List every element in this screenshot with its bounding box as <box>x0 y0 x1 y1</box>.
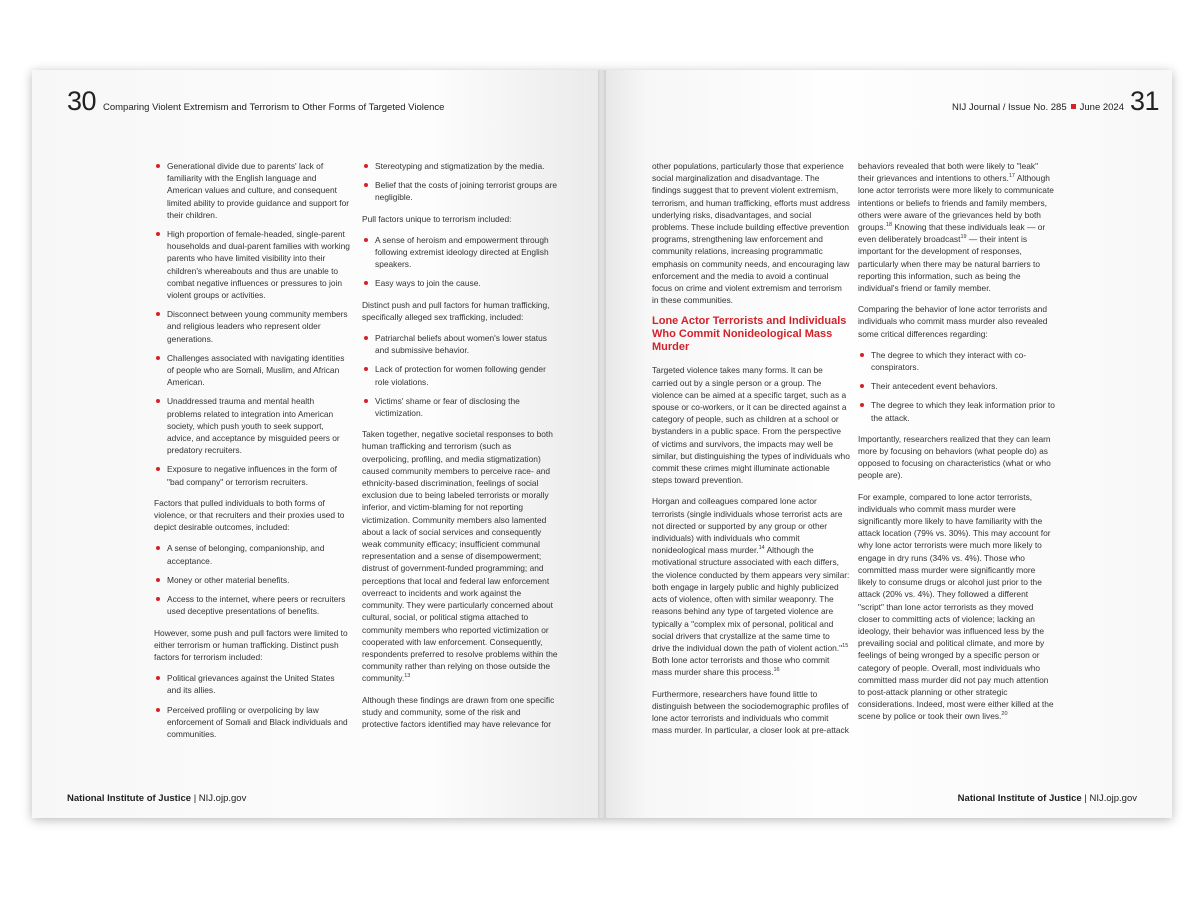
right-column-2 <box>858 160 1056 732</box>
paragraph: Factors that pulled individuals to both forms of violence, or that recruiters and their proxies used to depict desirable outcomes, included: <box>154 497 345 533</box>
bullet-icon <box>156 399 160 403</box>
list-item: Perceived profiling or overpolicing by law enforcement of Somali and Black individuals and communities. <box>154 704 350 741</box>
paragraph: For example, compared to lone actor terrorists, individuals who commit mass murder were significantly more likely to have familiarity with the attack location (79% vs. 30%). This may account for why lone actor terrorists were much more likely to engage in dry runs (34% vs. 4%). Those who committed mass murder were significantly more likely to consume drugs or alcohol just prior to the attack (20% vs. 4%). They followed a different "script" than lone actor terrorists as they moved closer to committing acts of violence; lacking an ideology, their behavior was influenced less by the prevailing social and political climate, and more by feelings of being wronged by a specific person or category of people. Overall, most individuals who committed mass murder did not pay much attention to post-attack planning or other strategic considerations. Indeed, most were either killed at the scene by police or took their own lives.$^{20}$ <box>858 491 1054 722</box>
paragraph: other populations, particularly those that experience social marginalization and disadvantage. The findings suggest that to prevent violent extremism, terrorism, and human trafficking, efforts must address underlying risks, disadvantages, and social problems. These include building effective prevention programs, strengthening law enforcement and community relations, increasing programmatic emphasis on community needs, and encouraging law enforcement and the media to avoid a continual focus on crime and violent extremism and terrorism in these communities. <box>652 161 850 306</box>
paragraph: Horgan and colleagues compared lone actor terrorists (single individuals whose terrorist acts are not directed or supported by any group or other individuals) with individuals who commit nonideological mass murder.$^{14}$ Although the motivational structure associated with each differs, the violence conducted by them appears very similar: both engage in largely public and highly publicized acts of violence, often with similar weaponry. The reasons behind any type of targeted violence are typically a "complex mix of personal, political and social drivers that crystallize at the same time to drive the individual down the path of violent action."$^{15}$ Both lone actor terrorists and those who commit mass murder share this process.$^{16}$ <box>652 496 850 678</box>
list-item: Unaddressed trauma and mental health problems related to integration into American society, which push youth to seek support, advice, and acceptance by misguided peers or predatory recruiters. <box>154 395 350 456</box>
bullet-icon <box>156 232 160 236</box>
bullet-icon <box>156 578 160 582</box>
paragraph: Taken together, negative societal responses to both human trafficking and terrorism (such as overpolicing, profiling, and media stigmatization) caused community members to perceive race- and ethnicity-based discrimination, feelings of social exclusion due to being labeled terrorists or morally inferior, and victim-blaming for not reporting victimization. Community members also lamented about a lack of social services and consequently weak community efficacy; insufficient communal representation and a sense of disempowerment; distrust of government-funded programming; and perceptions that local and federal law enforcement overreact to incidents and work against the community. They were particularly concerned about cultural, social, or political stigma attached to community members who reported victimization or cooperated with law enforcement. Consequently, respondents preferred to resolve problems within the community rather than relying on those outside the community.$^{13}$ <box>362 429 558 684</box>
list-item: Generational divide due to parents' lack of familiarity with the English language and American values and culture, and consequent limited ability to provide guidance and support for their children. <box>154 160 350 221</box>
list-item: Money or other material benefits. <box>154 574 350 586</box>
bullet-list <box>362 332 558 419</box>
paragraph: Importantly, researchers realized that they can learn more by focusing on behaviors (what people do) as opposed to focusing on characteristics (what or who people are). <box>858 433 1051 481</box>
list-item: Easy ways to join the cause. <box>362 277 558 289</box>
footnote-ref: 19 <box>960 234 967 241</box>
bullet-list <box>154 160 350 488</box>
left-footer: National Institute of Justice | NIJ.ojp.gov <box>67 793 247 804</box>
bullet-list <box>154 542 350 617</box>
bullet-icon <box>156 356 160 360</box>
list-item: Access to the internet, where peers or recruiters used deceptive presentations of benefits. <box>154 593 350 617</box>
right-footer: National Institute of Justice | NIJ.ojp.gov <box>957 793 1137 804</box>
right-running-head: NIJ Journal / Issue No. 285 June 2024 <box>952 102 1124 113</box>
bullet-icon <box>860 384 864 388</box>
list-item: Stereotyping and stigmatization by the media. <box>362 160 558 172</box>
list-item: Patriarchal beliefs about women's lower status and submissive behavior. <box>362 332 558 356</box>
footnote-ref: 20 <box>1001 711 1008 718</box>
list-item: A sense of heroism and empowerment through following extremist ideology directed at English speakers. <box>362 234 558 271</box>
paragraph: behaviors revealed that both were likely to "leak" their grievances and intentions to others.$^{17}$ Although lone actor terrorists were more likely to communicate intentions or beliefs to friends and family members, others were aware of the grievances held by both groups.$^{18}$ Knowing that these individuals leak — or even deliberately broadcast$^{19}$ — their intent is important for the development of responses, particularly when there may be natural barriers to reporting this information, such as being the individual's friend or family member. <box>858 161 1054 294</box>
separator-square-icon <box>1071 104 1076 109</box>
paragraph: Distinct push and pull factors for human trafficking, specifically alleged sex trafficking, included: <box>362 299 550 322</box>
bullet-list <box>362 234 558 290</box>
magazine-spread <box>32 70 1172 818</box>
list-item: Political grievances against the United States and its allies. <box>154 672 350 696</box>
bullet-icon <box>156 546 160 550</box>
list-item: Victims' shame or fear of disclosing the victimization. <box>362 395 558 419</box>
list-item: Their antecedent event behaviors. <box>858 380 1056 392</box>
list-item: Challenges associated with navigating identities of people who are Somali, Muslim, and African American. <box>154 352 350 389</box>
list-item: Lack of protection for women following gender role violations. <box>362 363 558 387</box>
paragraph: Targeted violence takes many forms. It can be carried out by a single person or a group. The violence can be aimed at a specific target, such as a spouse or co-workers, or it can be directed against a category of people, such as children at a school or bystanders in a public space. From the perspective of victims and survivors, the impacts may well be similar, but distinguishing the types of individuals who commit these crimes might illuminate actionable steps toward prevention. <box>652 365 850 486</box>
left-running-head: Comparing Violent Extremism and Terrorism to Other Forms of Targeted Violence <box>103 102 445 113</box>
bullet-icon <box>364 183 368 187</box>
bullet-list <box>362 160 558 204</box>
paragraph: Comparing the behavior of lone actor terrorists and individuals who commit mass murder also revealed some critical differences regarding: <box>858 304 1048 339</box>
list-item: The degree to which they leak information prior to the attack. <box>858 399 1056 423</box>
bullet-icon <box>364 336 368 340</box>
section-heading: Lone Actor Terrorists and Individuals Who Commit Nonideological Mass Murder <box>652 315 847 354</box>
list-item: High proportion of female-headed, single-parent households and dual-parent families with working parents who have limited visibility into their children's whereabouts and thus are unable to combat negative influences or pressures to join violent groups or activities. <box>154 228 350 301</box>
bullet-icon <box>156 312 160 316</box>
paragraph: Pull factors unique to terrorism included: <box>362 213 512 224</box>
list-item: Belief that the costs of joining terrorist groups are negligible. <box>362 179 558 203</box>
bullet-icon <box>156 676 160 680</box>
bullet-icon <box>860 353 864 357</box>
list-item: Disconnect between young community members and religious leaders who represent older generations. <box>154 308 350 345</box>
left-page <box>32 70 602 818</box>
right-page <box>602 70 1172 818</box>
bullet-icon <box>156 164 160 168</box>
bullet-icon <box>860 403 864 407</box>
list-item: A sense of belonging, companionship, and acceptance. <box>154 542 350 566</box>
bullet-list <box>154 672 350 740</box>
footnote-ref: 14 <box>758 545 765 552</box>
left-column-1 <box>154 160 350 749</box>
paragraph: However, some push and pull factors were limited to either terrorism or human trafficking. Distinct push factors for terrorism included: <box>154 627 348 662</box>
paragraph: Furthermore, researchers have found little to distinguish between the sociodemographic profiles of lone actor terrorists and individuals who commit mass murder. In particular, a closer look at pre-attack <box>652 688 849 736</box>
left-page-number: 30 <box>67 86 97 116</box>
paragraph: Although these findings are drawn from one specific study and community, some of the risk and protective factors identified may have relevance for <box>362 694 555 729</box>
bullet-icon <box>364 164 368 168</box>
right-column-1 <box>652 160 850 745</box>
right-page-number: 31 <box>1129 86 1159 116</box>
list-item: The degree to which they interact with co-conspirators. <box>858 349 1056 373</box>
bullet-icon <box>156 467 160 471</box>
bullet-icon <box>364 238 368 242</box>
left-column-2 <box>362 160 558 739</box>
footnote-ref: 18 <box>885 222 893 229</box>
bullet-icon <box>364 367 368 371</box>
footer-url: NIJ.ojp.gov <box>1089 793 1137 804</box>
bullet-icon <box>364 399 368 403</box>
footer-url: NIJ.ojp.gov <box>198 793 247 804</box>
page-gutter <box>598 70 606 818</box>
bullet-icon <box>364 281 368 285</box>
list-item: Exposure to negative influences in the form of "bad company" or terrorism recruiters. <box>154 463 350 487</box>
bullet-list <box>858 349 1056 424</box>
bullet-icon <box>156 597 160 601</box>
footnote-ref: 17 <box>1008 173 1015 180</box>
footnote-ref: 16 <box>773 667 780 674</box>
footnote-ref: 15 <box>842 643 849 650</box>
footnote-ref: 13 <box>404 673 411 680</box>
bullet-icon <box>156 708 160 712</box>
